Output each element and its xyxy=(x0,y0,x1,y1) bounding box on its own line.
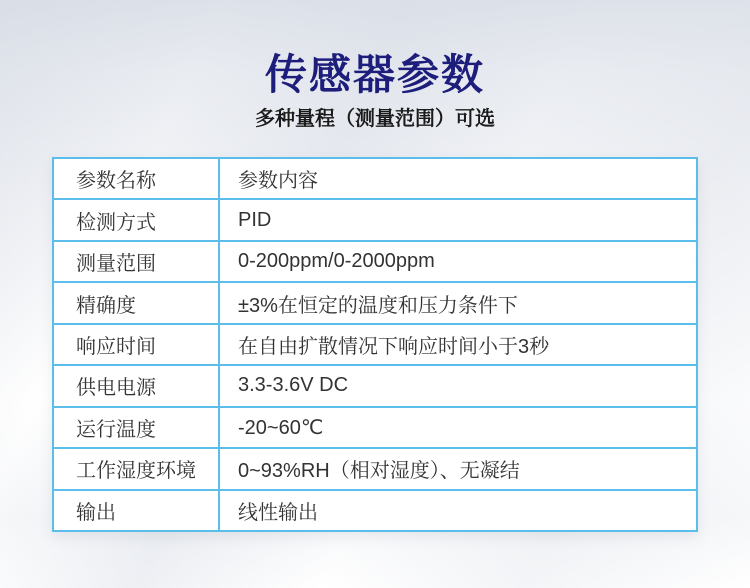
param-value-cell: 0~93%RH（相对湿度）、无凝结 xyxy=(238,460,520,483)
table-row-output xyxy=(54,491,696,530)
page-title: 传感器参数 xyxy=(264,51,485,98)
param-name-header: 参数名称 xyxy=(54,159,220,198)
page-subtitle: 多种量程（测量范围）可选 xyxy=(255,108,495,130)
table-row-accuracy xyxy=(54,283,696,324)
param-value-header: 参数内容 xyxy=(238,170,318,193)
param-name-cell: 输出 xyxy=(54,491,220,530)
param-name-cell: 供电电源 xyxy=(54,366,220,405)
param-value-cell: 3.3-3.6V DC xyxy=(238,374,349,397)
table-row-measurement-range xyxy=(54,242,696,283)
param-value-cell: 在自由扩散情况下响应时间小于3秒 xyxy=(238,335,550,358)
param-value-cell: PID xyxy=(238,208,272,231)
param-value-cell: 0-200ppm/0-2000ppm xyxy=(238,250,435,273)
param-value-cell: ±3%在恒定的温度和压力条件下 xyxy=(238,294,518,317)
param-name-cell: 运行温度 xyxy=(54,408,220,447)
table-row-humidity-environment xyxy=(54,449,696,490)
spec-table xyxy=(52,157,698,532)
param-name-cell: 精确度 xyxy=(54,283,220,322)
param-name-cell: 工作湿度环境 xyxy=(54,449,220,488)
param-name-cell: 响应时间 xyxy=(54,325,220,364)
param-name-cell: 检测方式 xyxy=(54,200,220,239)
table-row-power-supply xyxy=(54,366,696,407)
param-value-cell: 线性输出 xyxy=(238,501,318,524)
param-name-cell: 测量范围 xyxy=(54,242,220,281)
table-row-detection-method xyxy=(54,200,696,241)
param-value-cell: -20~60℃ xyxy=(238,416,324,439)
table-row-response-time xyxy=(54,325,696,366)
table-row-operating-temperature xyxy=(54,408,696,449)
table-header-row xyxy=(54,159,696,200)
